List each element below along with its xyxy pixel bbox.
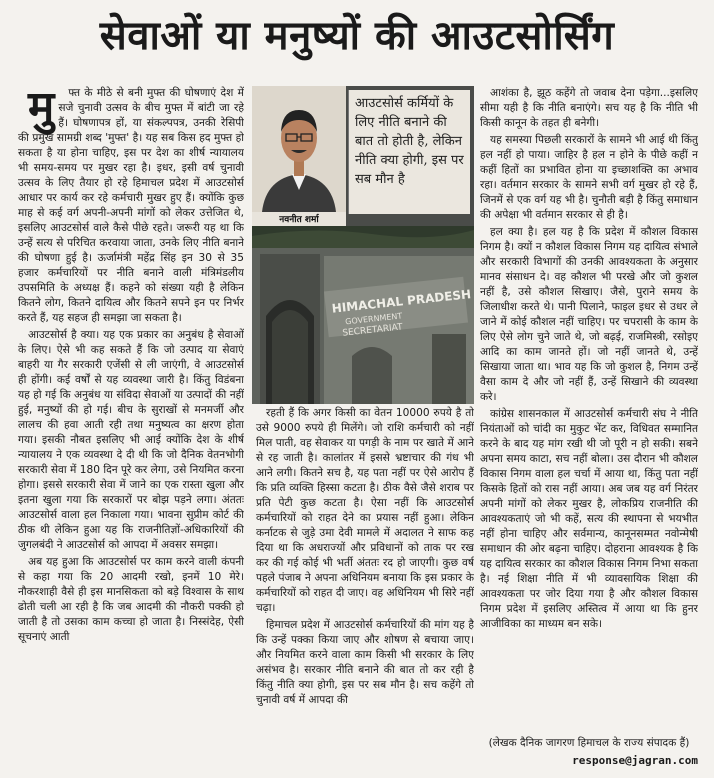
pull-quote: आउटसोर्स कर्मियों के लिए नीति बनाने की बात तो होती है, लेकिन नीति क्या होगी, इस पर सब मौन है — [348, 90, 470, 214]
article-column-2 — [256, 406, 474, 772]
paragraph: फ्त के मीठे से बनी मुफ्त की घोषणाएं देश में सजे चुनावी उत्सव के बीच मुफ्त में बांटी जा रहे हैं। घोषणापत्र हों, या संकल्पपत्र, उनकी रेसिपी की प्रमुख सामग्री शब्द 'मुफ्त' है। यह सब किस हद मुफ्त हो सकता है या होना चाहिए, इस पर देश का शीर्ष न्यायालय भी समय-समय पर मुखर रहा है। इधर, इसी वर्ष चुनावी उत्सव के लिए तैयार हो रहे हिमाचल प्रदेश में आउटसोर्स आधार पर कार्य कर रहे कर्मचारी मुखर हुए हैं। क्योंकि कुछ माह से कई वर्ग अपनी-अपनी मांगों को लेकर उत्तेजित थे, इसलिए आउटसोर्स वाले कैसे पीछे रहते। जरूरी यह था कि उन्हें सत्य से परिचित करवाया जाता, उनके लिए नीति बनाने की घोषणा हुई है। ऊर्जामंत्री महेंद्र सिंह इन 30 से 35 हजार कर्मचारियों पर नीति बनाने वाली मंत्रिमंडलीय उपसमिति के अध्यक्ष हैं। कहने को संख्या यही है लेकिन कितने लोग, कितने दायित्व और कितने सपने इन पर निर्भर करते हैं, यह सहज ही समझा जा सकता है। — [18, 87, 244, 324]
sign-line: HIMACHAL PRADESH — [331, 287, 472, 316]
paragraph: हिमाचल प्रदेश में आउटसोर्स कर्मचारियों की मांग यह है कि उन्हें पक्का किया जाए और शोषण से बचाया जाए। और नियमित करने वाला काम किसी भी सरकार के लिए असंभव है। सरकार नीति बनाने की बात तो कर रही है किंतु नीति क्या होगी, इस पर सब मौन है। सच कहेंगे तो चुनावी वर्ष में आपदा की — [256, 619, 474, 706]
paragraph: रहती हैं कि अगर किसी का वेतन 10000 रुपये है तो उसे 9000 रुपये ही मिलेंगे। जो राशि कर्मचारी को नहीं मिल पाती, वह सेवाकर या पगड़ी के नाम पर खाते में आने से रह जाती है। कालांतर में इससे भ्रष्टाचार की गंध भी आने लगी। कितने सच है, यह पता नहीं पर ऐसे आरोप हैं कि प्रति व्यक्ति हिस्सा कटता है। ठीक वैसे जैसे शराब पर प्रति पेटी कुछ कटता है। ऐसा नहीं कि आउटसोर्स कर्मचारियों को राहत देने का प्रयास नहीं हुआ। लेकिन कर्नाटक से जुड़े उमा देवी मामले में अदालत ने साफ कह दिया था कि अधराज्यों और प्रविधानों को ताक पर रख कर की गई कोई भी भर्ती अंततः रद हो जाएगी। कुछ वर्ष पहले पंजाब ने अपना अधिनियम बनाया कि इस प्रकार के कर्मचारियों को राहत दी जाए। वह अधिनियम भी सिरे नहीं चढ़ा। — [256, 407, 474, 614]
response-email[interactable]: response@jagran.com — [572, 754, 698, 767]
sign-line: SECRETARIAT — [341, 322, 404, 339]
article-headline: सेवाओं या मनुष्यों की आउटसोर्सिंग — [99, 13, 615, 59]
building-image — [252, 226, 474, 404]
article-column-1 — [18, 86, 244, 772]
paragraph: हल क्या है। हल यह है कि प्रदेश में कौशल विकास निगम है। क्यों न कौशल विकास निगम यह दायित्व संभाले और सरकारी विभागों की उनकी आवश्यकता के अनुसार मानव संसाधन दे। वह कौशल भी परखे और जो कुशल नहीं है, उसे कौशल सिखाए। जैसे, पुराने समय के जिलाधीश करते थे। पानी पिलाने, फाइल इधर से उधर ले जाने में कोई कौशल नहीं चाहिए। पर चपरासी के काम के लिए ऐसे लोग चुने जाते थे, जो बढ़ई, राजमिस्त्री, रसोइए आदि का काम जानते हों। जो नहीं जानते थे, उन्हें सिखाया जाता था। भाव यह कि जो कुशल है, निगम उन्हें वैसा काम दे और जो नहीं हैं, उन्हें सिखाने की व्यवस्था करे। — [480, 226, 698, 403]
photo-block — [252, 86, 474, 404]
drop-cap: मु — [28, 86, 55, 133]
author-note: (लेखक दैनिक जागरण हिमाचल के राज्य संपादक हैं) — [488, 737, 690, 749]
paragraph: अब यह हुआ कि आउटसोर्स पर काम करने वाली कंपनी से कहा गया कि 20 आदमी रखो, इनमें 10 मेरे। नौकरशाही वैसे ही इस मानसिकता को बड़े विश्वास के साथ ढोती चली आ रही है कि जब आदमी की नौकरी पक्की हो जाती है तो उसका काम कच्चा हो जाता है। निस्संदेह, ऐसी सूचनाएं आती — [18, 556, 244, 643]
paragraph: यह समस्या पिछली सरकारों के सामने भी आई थी किंतु हल नहीं हो पाया। जाहिर है हल न होने के पीछे कहीं न कहीं हितों का प्रभावित होना या इच्छाशक्ति का अभाव रहा। वर्तमान सरकार के सामने सभी वर्ग मुखर हो रहे हैं, जिनमें से एक वर्ग यह भी है। चुनौती बड़ी है किंतु समाधान की अपेक्षा भी वर्तमान सरकार से ही है। — [480, 134, 698, 221]
author-portrait-image — [252, 86, 346, 212]
paragraph: कांग्रेस शासनकाल में आउटसोर्स कर्मचारी संघ ने नीति नियंताओं को चांदी का मुकुट भेंट कर, विधिवत सम्मानित करने के बाद यह मांग रखी थी जो पूरी न हो सकी। सबने अपना समय काटा, सच नहीं बोला। उस दौरान भी कौशल विकास निगम वाला हल चर्चा में आया था, किंतु पता नहीं किसके हितों को रास नहीं आया। अब जब यह वर्ग निरंतर अपनी मांगों को लेकर मुखर है, लोकप्रिय राजनीति की आवश्यकताएं जो भी कहें, सत्य की स्थापना से भयभीत नहीं होना चाहिए और सर्वमान्य, कानूनसम्मत नवोन्मेषी समाधान की ओर बढ़ना चाहिए। दोहराना आवश्यक है कि यह दायित्व सरकार का कौशल विकास निगम निभा सकता है। नई शिक्षा नीति में भी व्यावसायिक शिक्षा की आवश्यकता पर जोर दिया गया है और कौशल विकास निगम प्रदेश में इसलिए अस्तित्व में आया था कि हुनर आजीविका का माध्यम बन सके। — [480, 408, 698, 630]
author-portrait — [252, 86, 346, 226]
sign-line: GOVERNMENT — [344, 311, 403, 327]
article-column-3 — [480, 86, 698, 736]
paragraph: आशंका है, झूठ कहेंगे तो जवाब देना पड़ेगा...इसलिए सीमा यही है कि नीति बनाएंगे। सच यह है कि नीति भी किसी कानून के तहत ही बनेगी। — [480, 87, 698, 129]
secretariat-photo — [252, 226, 474, 404]
author-name: नवनीत शर्मा — [279, 215, 319, 225]
paragraph: आउटसोर्स है क्या। यह एक प्रकार का अनुबंध है सेवाओं के लिए। ऐसे भी कह सकते हैं कि जो उत्पाद या सेवाएं बाहरी या गैर सरकारी एजेंसी से ली जाएंगी, वे आउटसोर्स ही होंगी। कई वर्षों से यह व्यवस्था जारी है। किंतु विडंबना यह हो गई कि अनुबंध या संविदा सेवाओं या उत्पादों की नहीं हुई, मनुष्यों की हो गई। बीच के सुराखों से मनमर्जी और लालच की हवा आती रही तथा मनुष्यत्व का क्षरण होता गया। इसकी नौबत इसलिए भी आई क्योंकि देश के शीर्ष न्यायालय ने एक व्यवस्था दे दी थी कि जो दैनिक वेतनभोगी सरकारी सेवा में 180 दिन पूरे कर लेगा, उसे नियमित करना होगा। इससे सरकारी सेवा में जाने का एक रास्ता खुला और इतना खुला गया कि सरकारों पर बोझ पड़ने लगा। अंततः आउटसोर्स वाला हल निकाला गया। भावना सुप्रीम कोर्ट की ठीक थी लेकिन हुआ यह कि राजनीतिज्ञों-अधिकारियों की जुगलबंदी ने आउटसोर्स को आपदा में अवसर समझा। — [18, 329, 244, 551]
